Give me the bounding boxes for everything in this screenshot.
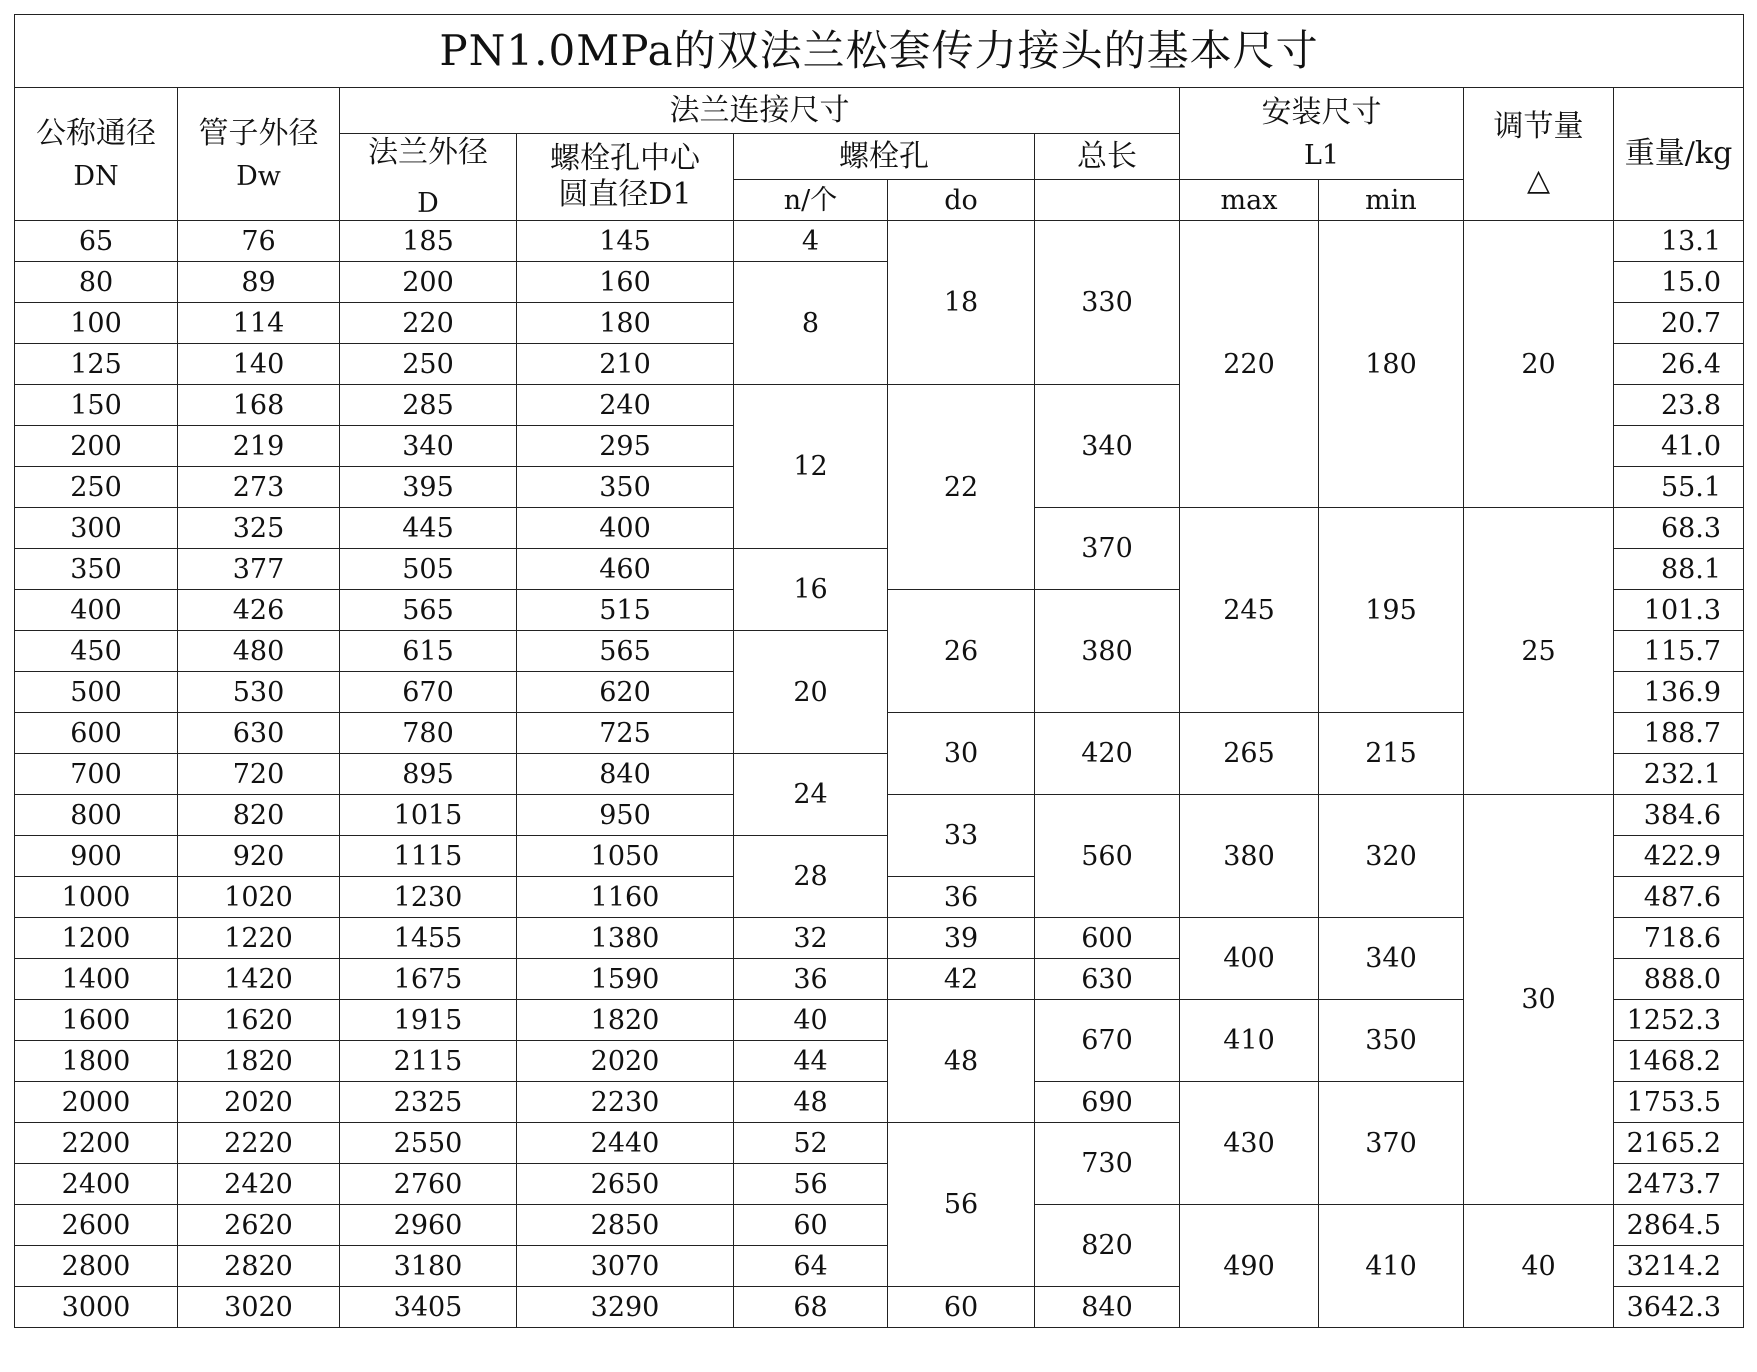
- cell-n: 28: [734, 836, 888, 918]
- header-l1: L1: [1303, 140, 1340, 171]
- cell-n: 20: [734, 631, 888, 754]
- cell-n: 36: [734, 959, 888, 1000]
- cell-n: 44: [734, 1041, 888, 1082]
- cell-d1: 3070: [517, 1246, 734, 1287]
- cell-dn: 350: [15, 549, 178, 590]
- cell-weight: 188.7: [1614, 713, 1744, 754]
- cell-dw: 76: [178, 221, 340, 262]
- header-weight: 重量/kg: [1614, 88, 1744, 221]
- cell-n: 68: [734, 1287, 888, 1328]
- cell-weight: 384.6: [1614, 795, 1744, 836]
- cell-weight: 232.1: [1614, 754, 1744, 795]
- cell-do: 33: [888, 795, 1035, 877]
- cell-weight: 88.1: [1614, 549, 1744, 590]
- cell-dw: 1020: [178, 877, 340, 918]
- cell-do: 48: [888, 1000, 1035, 1123]
- cell-do: 30: [888, 713, 1035, 795]
- cell-max: 265: [1180, 713, 1319, 795]
- cell-d1: 2650: [517, 1164, 734, 1205]
- cell-d: 2325: [340, 1082, 517, 1123]
- cell-max: 380: [1180, 795, 1319, 918]
- cell-total: 670: [1035, 1000, 1180, 1082]
- cell-min: 320: [1319, 795, 1464, 918]
- header-adjust-label: 调节量: [1493, 109, 1584, 144]
- cell-weight: 1468.2: [1614, 1041, 1744, 1082]
- cell-do: 42: [888, 959, 1035, 1000]
- header-max: max: [1180, 180, 1319, 221]
- cell-dn: 1400: [15, 959, 178, 1000]
- cell-weight: 1252.3: [1614, 1000, 1744, 1041]
- cell-total: 380: [1035, 590, 1180, 713]
- cell-total: 420: [1035, 713, 1180, 795]
- cell-dn: 500: [15, 672, 178, 713]
- cell-total: 560: [1035, 795, 1180, 918]
- cell-d: 1115: [340, 836, 517, 877]
- cell-d: 2960: [340, 1205, 517, 1246]
- cell-n: 48: [734, 1082, 888, 1123]
- cell-dn: 450: [15, 631, 178, 672]
- cell-total: 730: [1035, 1123, 1180, 1205]
- cell-dw: 1820: [178, 1041, 340, 1082]
- cell-dn: 1000: [15, 877, 178, 918]
- header-d1-label: 螺栓孔中心: [550, 141, 700, 176]
- cell-dw: 273: [178, 467, 340, 508]
- cell-d1: 295: [517, 426, 734, 467]
- header-bolt-hole: 螺栓孔: [734, 134, 1035, 180]
- cell-n: 56: [734, 1164, 888, 1205]
- cell-do: 18: [888, 221, 1035, 385]
- cell-dn: 150: [15, 385, 178, 426]
- cell-dw: 89: [178, 262, 340, 303]
- cell-dn: 80: [15, 262, 178, 303]
- cell-total: 820: [1035, 1205, 1180, 1287]
- cell-d: 1455: [340, 918, 517, 959]
- header-adjust: [1464, 88, 1614, 221]
- cell-d1: 2230: [517, 1082, 734, 1123]
- cell-d1: 1380: [517, 918, 734, 959]
- cell-weight: 20.7: [1614, 303, 1744, 344]
- cell-dn: 125: [15, 344, 178, 385]
- cell-dw: 2420: [178, 1164, 340, 1205]
- cell-d: 2115: [340, 1041, 517, 1082]
- cell-d: 565: [340, 590, 517, 631]
- cell-n: 16: [734, 549, 888, 631]
- cell-dn: 600: [15, 713, 178, 754]
- cell-d1: 725: [517, 713, 734, 754]
- cell-d: 1675: [340, 959, 517, 1000]
- cell-adjust: 20: [1464, 221, 1614, 508]
- cell-dn: 2800: [15, 1246, 178, 1287]
- cell-weight: 115.7: [1614, 631, 1744, 672]
- dimension-table-sheet: [14, 14, 1744, 1328]
- cell-d1: 840: [517, 754, 734, 795]
- cell-weight: 23.8: [1614, 385, 1744, 426]
- cell-min: 195: [1319, 508, 1464, 713]
- cell-total: 690: [1035, 1082, 1180, 1123]
- cell-d1: 460: [517, 549, 734, 590]
- cell-max: 410: [1180, 1000, 1319, 1082]
- cell-weight: 3214.2: [1614, 1246, 1744, 1287]
- cell-dn: 1200: [15, 918, 178, 959]
- cell-d1: 2020: [517, 1041, 734, 1082]
- header-do: do: [888, 180, 1035, 221]
- cell-d: 445: [340, 508, 517, 549]
- cell-d: 895: [340, 754, 517, 795]
- cell-total: 840: [1035, 1287, 1180, 1328]
- header-min: min: [1319, 180, 1464, 221]
- header-install-group: [1180, 88, 1464, 180]
- cell-max: 245: [1180, 508, 1319, 713]
- cell-d1: 400: [517, 508, 734, 549]
- cell-d: 2760: [340, 1164, 517, 1205]
- header-d1-sub: 圆直径D1: [558, 177, 692, 212]
- cell-dn: 250: [15, 467, 178, 508]
- page-title: PN1.0MPa的双法兰松套传力接头的基本尺寸: [15, 15, 1744, 88]
- cell-d: 3180: [340, 1246, 517, 1287]
- cell-dw: 2620: [178, 1205, 340, 1246]
- cell-n: 12: [734, 385, 888, 549]
- cell-d1: 2440: [517, 1123, 734, 1164]
- cell-dn: 900: [15, 836, 178, 877]
- cell-do: 39: [888, 918, 1035, 959]
- cell-d: 2550: [340, 1123, 517, 1164]
- cell-dw: 1620: [178, 1000, 340, 1041]
- cell-d: 185: [340, 221, 517, 262]
- header-total-length: 总长: [1035, 134, 1180, 180]
- cell-max: 430: [1180, 1082, 1319, 1205]
- cell-d: 395: [340, 467, 517, 508]
- cell-do: 60: [888, 1287, 1035, 1328]
- cell-total: 370: [1035, 508, 1180, 590]
- cell-d: 340: [340, 426, 517, 467]
- cell-weight: 2864.5: [1614, 1205, 1744, 1246]
- header-dw: [178, 88, 340, 221]
- cell-d1: 180: [517, 303, 734, 344]
- cell-adjust: 25: [1464, 508, 1614, 795]
- cell-dn: 1800: [15, 1041, 178, 1082]
- cell-d1: 160: [517, 262, 734, 303]
- table-row: [15, 1205, 1744, 1246]
- cell-min: 350: [1319, 1000, 1464, 1082]
- cell-weight: 2473.7: [1614, 1164, 1744, 1205]
- cell-dn: 3000: [15, 1287, 178, 1328]
- header-total-length-blank: [1035, 180, 1180, 221]
- cell-weight: 15.0: [1614, 262, 1744, 303]
- cell-weight: 13.1: [1614, 221, 1744, 262]
- header-dn-label: 公称通径: [36, 115, 156, 151]
- table-row: [15, 221, 1744, 262]
- cell-dw: 325: [178, 508, 340, 549]
- cell-d1: 565: [517, 631, 734, 672]
- cell-dw: 140: [178, 344, 340, 385]
- cell-dw: 720: [178, 754, 340, 795]
- cell-dw: 2820: [178, 1246, 340, 1287]
- cell-d: 1915: [340, 1000, 517, 1041]
- cell-d1: 240: [517, 385, 734, 426]
- header-dn: [15, 88, 178, 221]
- cell-d: 615: [340, 631, 517, 672]
- cell-d1: 3290: [517, 1287, 734, 1328]
- cell-min: 215: [1319, 713, 1464, 795]
- cell-dn: 300: [15, 508, 178, 549]
- cell-total: 340: [1035, 385, 1180, 508]
- cell-n: 24: [734, 754, 888, 836]
- header-dw-label: 管子外径: [198, 115, 319, 151]
- cell-dw: 377: [178, 549, 340, 590]
- cell-dw: 114: [178, 303, 340, 344]
- header-dw-sub: Dw: [236, 160, 281, 192]
- cell-d1: 145: [517, 221, 734, 262]
- cell-total: 330: [1035, 221, 1180, 385]
- cell-min: 370: [1319, 1082, 1464, 1205]
- cell-total: 630: [1035, 959, 1180, 1000]
- cell-d1: 950: [517, 795, 734, 836]
- cell-n: 64: [734, 1246, 888, 1287]
- cell-n: 32: [734, 918, 888, 959]
- cell-dw: 480: [178, 631, 340, 672]
- cell-dn: 2400: [15, 1164, 178, 1205]
- cell-dn: 100: [15, 303, 178, 344]
- cell-n: 60: [734, 1205, 888, 1246]
- cell-min: 340: [1319, 918, 1464, 1000]
- cell-d: 250: [340, 344, 517, 385]
- cell-dn: 2600: [15, 1205, 178, 1246]
- cell-d: 285: [340, 385, 517, 426]
- cell-do: 56: [888, 1123, 1035, 1287]
- cell-n: 4: [734, 221, 888, 262]
- cell-weight: 26.4: [1614, 344, 1744, 385]
- cell-dw: 630: [178, 713, 340, 754]
- header-install-label: 安装尺寸: [1261, 95, 1382, 130]
- cell-d: 1015: [340, 795, 517, 836]
- cell-dn: 65: [15, 221, 178, 262]
- cell-dw: 168: [178, 385, 340, 426]
- cell-total: 600: [1035, 918, 1180, 959]
- header-n: n/个: [734, 180, 888, 221]
- cell-weight: 487.6: [1614, 877, 1744, 918]
- cell-d1: 620: [517, 672, 734, 713]
- cell-d1: 1050: [517, 836, 734, 877]
- cell-d: 780: [340, 713, 517, 754]
- cell-d1: 1590: [517, 959, 734, 1000]
- cell-d: 220: [340, 303, 517, 344]
- cell-max: 400: [1180, 918, 1319, 1000]
- header-adjust-symbol: △: [1526, 163, 1551, 198]
- cell-weight: 888.0: [1614, 959, 1744, 1000]
- cell-dw: 3020: [178, 1287, 340, 1328]
- cell-adjust: 40: [1464, 1205, 1614, 1328]
- cell-max: 490: [1180, 1205, 1319, 1328]
- cell-do: 22: [888, 385, 1035, 590]
- cell-d: 1230: [340, 877, 517, 918]
- header-d-label: 法兰外径: [368, 134, 488, 170]
- cell-min: 410: [1319, 1205, 1464, 1328]
- cell-weight: 55.1: [1614, 467, 1744, 508]
- cell-do: 26: [888, 590, 1035, 713]
- cell-d1: 210: [517, 344, 734, 385]
- cell-weight: 2165.2: [1614, 1123, 1744, 1164]
- cell-weight: 101.3: [1614, 590, 1744, 631]
- cell-max: 220: [1180, 221, 1319, 508]
- cell-dn: 400: [15, 590, 178, 631]
- cell-d: 505: [340, 549, 517, 590]
- cell-d: 670: [340, 672, 517, 713]
- cell-dn: 800: [15, 795, 178, 836]
- cell-dw: 2220: [178, 1123, 340, 1164]
- cell-dw: 530: [178, 672, 340, 713]
- header-d1: [517, 134, 734, 221]
- cell-dn: 200: [15, 426, 178, 467]
- cell-weight: 718.6: [1614, 918, 1744, 959]
- cell-weight: 3642.3: [1614, 1287, 1744, 1328]
- header-d: [340, 134, 517, 221]
- cell-dw: 219: [178, 426, 340, 467]
- table-body: [15, 221, 1744, 1328]
- cell-n: 8: [734, 262, 888, 385]
- cell-d1: 1820: [517, 1000, 734, 1041]
- cell-dw: 1220: [178, 918, 340, 959]
- cell-weight: 68.3: [1614, 508, 1744, 549]
- cell-dn: 2200: [15, 1123, 178, 1164]
- cell-n: 52: [734, 1123, 888, 1164]
- cell-d1: 350: [517, 467, 734, 508]
- cell-d1: 1160: [517, 877, 734, 918]
- cell-dw: 426: [178, 590, 340, 631]
- cell-dw: 2020: [178, 1082, 340, 1123]
- header-dn-sub: DN: [73, 160, 119, 192]
- cell-d: 3405: [340, 1287, 517, 1328]
- cell-d: 200: [340, 262, 517, 303]
- cell-d1: 515: [517, 590, 734, 631]
- cell-weight: 1753.5: [1614, 1082, 1744, 1123]
- cell-dn: 700: [15, 754, 178, 795]
- cell-dw: 920: [178, 836, 340, 877]
- cell-dn: 1600: [15, 1000, 178, 1041]
- header-flange-group: 法兰连接尺寸: [340, 88, 1180, 134]
- cell-d1: 2850: [517, 1205, 734, 1246]
- cell-n: 40: [734, 1000, 888, 1041]
- header-d-sub: D: [417, 187, 439, 219]
- cell-weight: 41.0: [1614, 426, 1744, 467]
- cell-dn: 2000: [15, 1082, 178, 1123]
- cell-min: 180: [1319, 221, 1464, 508]
- cell-weight: 136.9: [1614, 672, 1744, 713]
- cell-adjust: 30: [1464, 795, 1614, 1205]
- dimension-table: [14, 14, 1744, 1328]
- cell-dw: 1420: [178, 959, 340, 1000]
- cell-dw: 820: [178, 795, 340, 836]
- cell-do: 36: [888, 877, 1035, 918]
- cell-weight: 422.9: [1614, 836, 1744, 877]
